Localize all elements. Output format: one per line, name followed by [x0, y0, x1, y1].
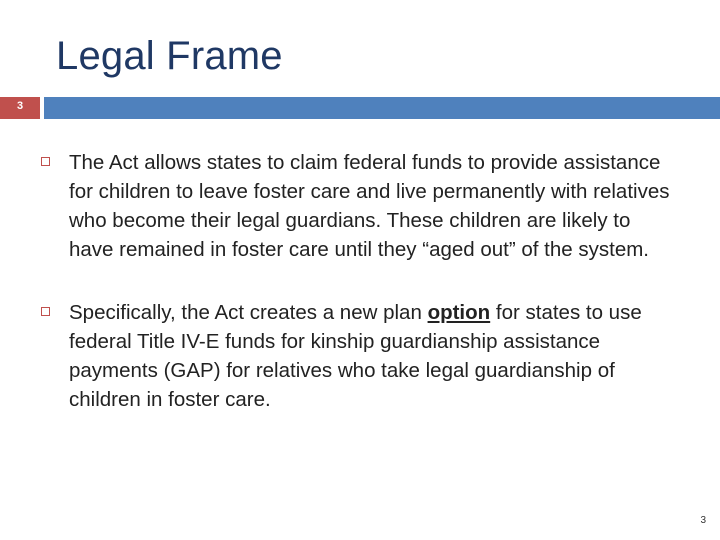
bullet-text: The Act allows states to claim federal funds to provide assistance for children to leave foster care and live permanently with relatives who become their legal guardians. These children are likely to have remained in foster care until they “aged out” of the system.: [69, 151, 670, 261]
bullet-item: [40, 148, 680, 264]
slide-title: Legal Frame: [56, 34, 283, 78]
bullet-item: [40, 298, 680, 414]
bullet-list: [40, 148, 680, 414]
square-bullet-icon: [41, 307, 50, 316]
title-divider-bar: [44, 97, 720, 119]
bullet-text-after: for states to use federal Title IV-E funds for kinship guardianship assistance payments (GAP) for relatives who take legal guardianship of children in foster care.: [69, 301, 642, 411]
bullet-text-before: Specifically, the Act creates a new plan: [69, 301, 428, 324]
slide-number-badge: [0, 97, 40, 119]
emphasis-option: option: [427, 301, 491, 324]
square-bullet-icon: [41, 157, 50, 166]
slide-number-label: 3: [16, 100, 24, 112]
bullet-text: [69, 298, 680, 414]
page-number: 3: [700, 515, 706, 526]
